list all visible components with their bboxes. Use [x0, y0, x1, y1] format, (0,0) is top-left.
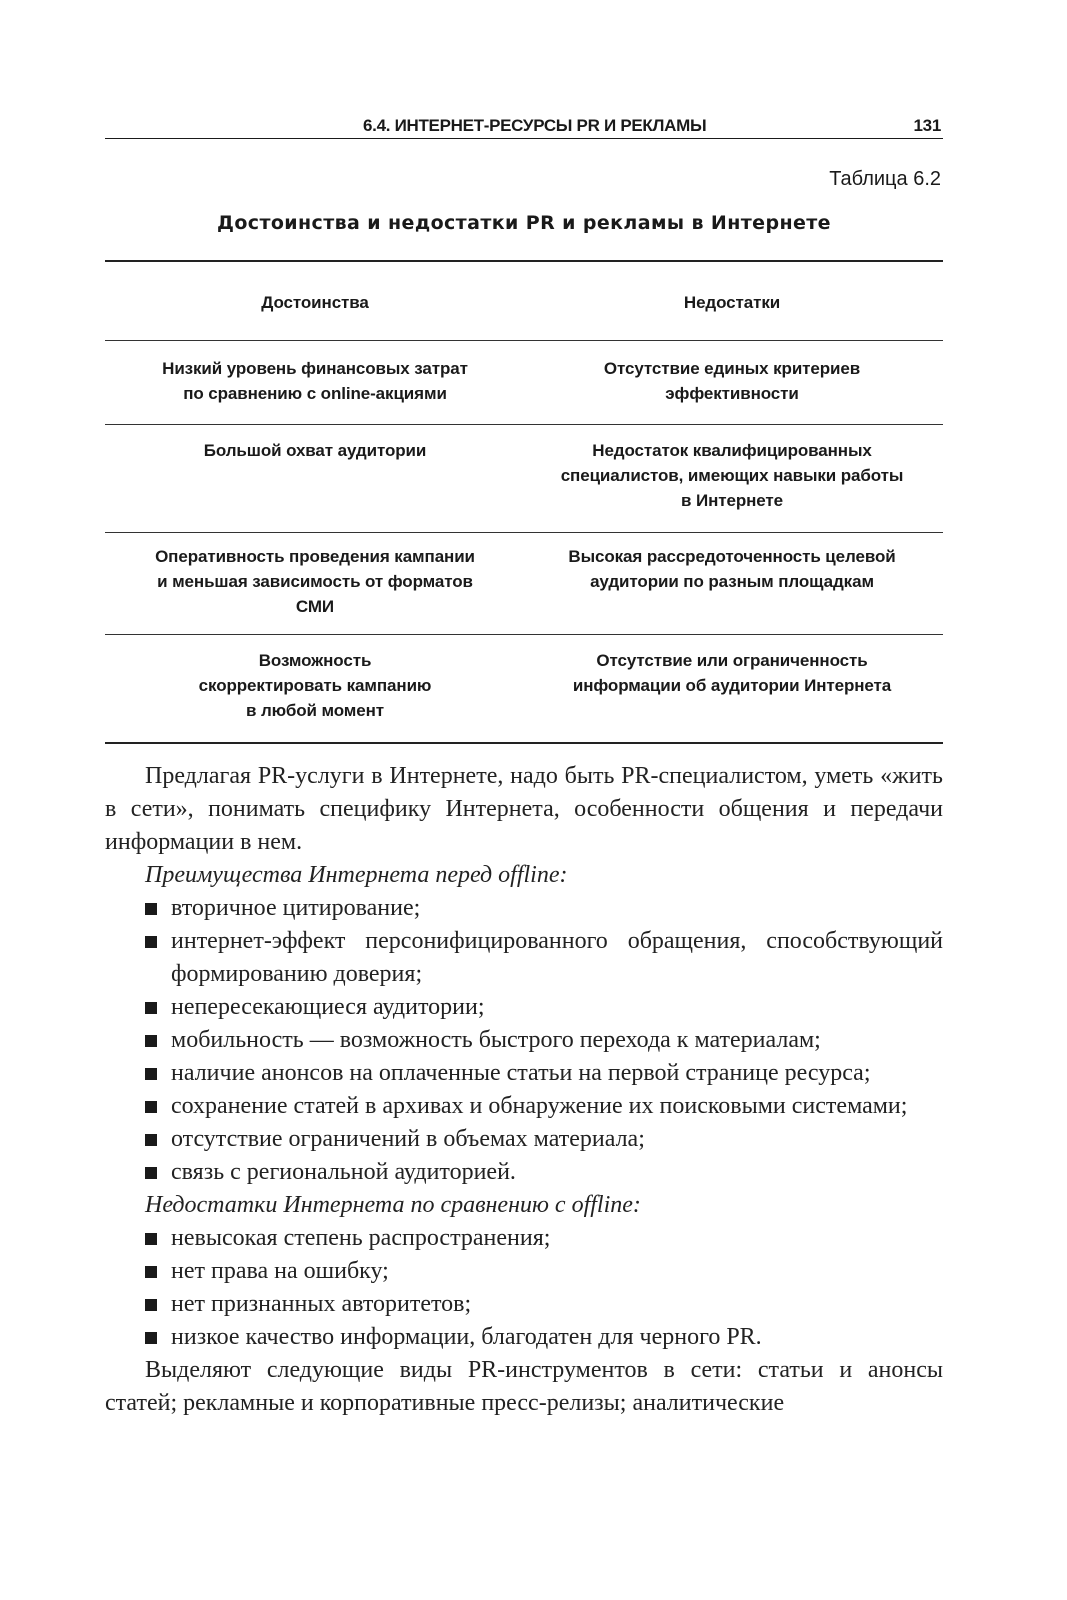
table-bottom-rule: [105, 742, 943, 744]
row-rule: [105, 424, 943, 425]
list-item: [105, 1123, 943, 1156]
header-rule: [105, 340, 943, 341]
intro-paragraph: Предлагая PR-услуги в Интернете, надо быть PR-специалистом, уметь «жить в сети», понимать специфику Интернета, особенности общения и передачи информации в нем.: [105, 763, 943, 855]
square-bullet-icon: [145, 936, 157, 948]
table-cell-advantage-3: Оперативность проведения кампании и меньшая зависимость от форматов СМИ: [155, 547, 475, 616]
list-item: [105, 991, 943, 1024]
advantages-heading: Преимущества Интернета перед offline:: [145, 862, 568, 888]
column-header-disadvantages: Недостатки: [683, 293, 781, 312]
list-item: [105, 1024, 943, 1057]
table-cell-disadvantage-2: Недостаток квалифицированных специалистов, имеющих навыки работы в Интернете: [560, 441, 904, 510]
list-item-text: невысокая степень распространения;: [171, 1225, 551, 1251]
row-rule: [105, 634, 943, 635]
list-item-text: мобильность — возможность быстрого перехода к материалам;: [171, 1027, 821, 1053]
list-item-text: нет права на ошибку;: [171, 1258, 389, 1284]
square-bullet-icon: [145, 1101, 157, 1113]
row-rule: [105, 532, 943, 533]
disadvantages-heading: Недостатки Интернета по сравнению с offline:: [145, 1192, 641, 1218]
square-bullet-icon: [145, 1002, 157, 1014]
list-item-text: нет признанных авторитетов;: [171, 1291, 472, 1317]
list-item-text: непересекающиеся аудитории;: [171, 994, 485, 1020]
square-bullet-icon: [145, 1068, 157, 1080]
list-item: [105, 1090, 943, 1123]
square-bullet-icon: [145, 1035, 157, 1047]
page-number: 131: [913, 116, 941, 135]
advantages-list: [105, 892, 943, 1189]
closing-paragraph: Выделяют следующие виды PR-инструментов в сети: статьи и анонсы статей; рекламные и корпоративные пресс-релизы; аналитические: [105, 1357, 943, 1416]
table-cell-disadvantage-4: Отсутствие или ограниченность информации об аудитории Интернета: [572, 651, 892, 695]
table-cell-advantage-2: Большой охват аудитории: [203, 441, 427, 460]
square-bullet-icon: [145, 1299, 157, 1311]
running-head: [105, 112, 943, 139]
list-item-text: интернет-эффект персонифицированного обращения, способствующий формированию доверия;: [171, 928, 943, 987]
table-cell-disadvantage-1: Отсутствие единых критериев эффективности: [603, 359, 861, 403]
list-item: [105, 1156, 943, 1189]
list-item: [105, 1222, 943, 1255]
table-cell-disadvantage-3: Высокая рассредоточенность целевой аудитории по разным площадкам: [568, 547, 896, 591]
column-header-advantages: Достоинства: [261, 293, 369, 312]
square-bullet-icon: [145, 1332, 157, 1344]
list-item: [105, 1288, 943, 1321]
list-item: [105, 1321, 943, 1354]
square-bullet-icon: [145, 1167, 157, 1179]
list-item: [105, 1255, 943, 1288]
disadvantages-list: [105, 1222, 943, 1354]
list-item-text: наличие анонсов на оплаченные статьи на первой странице ресурса;: [171, 1060, 871, 1086]
list-item-text: отсутствие ограничений в объемах материала;: [171, 1126, 645, 1152]
table-title: Достоинства и недостатки PR и рекламы в Интернете: [217, 212, 831, 234]
list-item-text: сохранение статей в архивах и обнаружение их поисковыми системами;: [171, 1093, 908, 1119]
table-cell-advantage-1: Низкий уровень финансовых затрат по сравнению с online-акциями: [162, 359, 468, 403]
table-label: Таблица 6.2: [829, 168, 941, 190]
list-item-text: связь с региональной аудиторией.: [171, 1159, 516, 1185]
square-bullet-icon: [145, 1233, 157, 1245]
table-cell-advantage-4: Возможность скорректировать кампанию в любой момент: [198, 651, 432, 720]
section-title: 6.4. ИНТЕРНЕТ-РЕСУРСЫ PR И РЕКЛАМЫ: [363, 116, 707, 135]
square-bullet-icon: [145, 1266, 157, 1278]
list-item: [105, 1057, 943, 1090]
list-item-text: вторичное цитирование;: [171, 895, 421, 921]
list-item: [105, 892, 943, 925]
list-item: [105, 925, 943, 991]
square-bullet-icon: [145, 903, 157, 915]
list-item-text: низкое качество информации, благодатен для черного PR.: [171, 1324, 762, 1350]
table-top-rule: [105, 260, 943, 262]
body-text: [105, 760, 943, 1420]
square-bullet-icon: [145, 1134, 157, 1146]
